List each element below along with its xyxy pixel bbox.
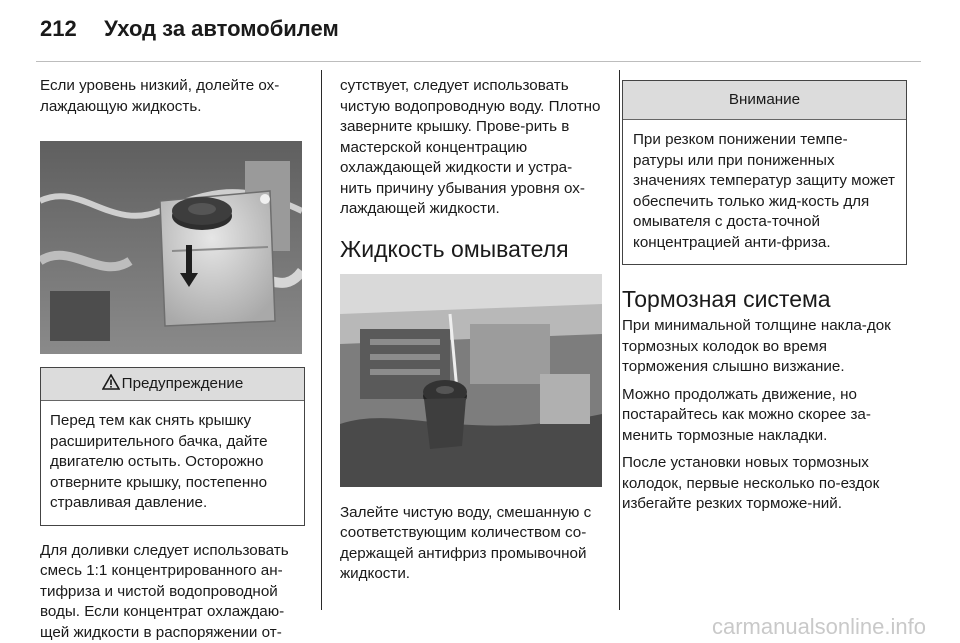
brake-paragraph-3: После установки новых тормозных колодок, первые несколько по-ездок избегайте резких торможе-ний.: [622, 453, 907, 515]
page-header: [40, 16, 339, 42]
coolant-intro-text: Если уровень низкий, долейте ох-лаждающую жидкость.: [40, 76, 305, 117]
watermark: carmanualsonline.info: [712, 614, 926, 640]
warning-title: Предупреждение: [122, 375, 244, 392]
notice-title: Внимание: [623, 81, 906, 120]
page-number: 212: [40, 16, 98, 42]
warning-triangle-icon: [102, 374, 120, 390]
notice-box: [622, 80, 907, 265]
washer-reservoir-photo: [340, 274, 602, 487]
column-divider-1: [321, 70, 322, 610]
coolant-continuation-text: сутствует, следует использовать чистую водопроводную воду. Плотно заверните крышку. Прове-рить в мастерской концентрацию охлаждающей жидкости и устра-нить причину убывания уровня ох-лаждающей жидкости.: [340, 76, 602, 220]
header-divider: [36, 61, 921, 62]
coolant-reservoir-photo: [40, 141, 302, 354]
warning-box: [40, 367, 305, 526]
brake-paragraph-1: При минимальной толщине накла-док тормозных колодок во время торможения слышно визжание.: [622, 316, 907, 378]
brake-system-heading: Тормозная система: [622, 286, 907, 312]
notice-text: При резком понижении темпе-ратуры или при пониженных значениях температур защиту может обеспечить только жид-кость для омывателя с доста-точной концентрацией анти-фриза.: [623, 120, 906, 264]
column-divider-2: [619, 70, 620, 610]
column-2: [340, 76, 602, 585]
antifreeze-mix-text: Для доливки следует использовать смесь 1:1 концентрированного ан-тифриза и чистой водопроводной воды. Если концентрат охлаждаю-щей жидкости в распоряжении от-: [40, 541, 305, 643]
column-3: [622, 76, 907, 515]
page-title: Уход за автомобилем: [104, 16, 339, 41]
brake-paragraph-2: Можно продолжать движение, но постарайтесь как можно скорее за-менить тормозные накладки.: [622, 385, 907, 447]
warning-box-header: [41, 368, 304, 401]
washer-fluid-text: Залейте чистую воду, смешанную с соответствующим количеством со-держащей антифриз промывочной жидкости.: [340, 503, 602, 585]
washer-fluid-heading: Жидкость омывателя: [340, 236, 602, 262]
column-1: [40, 76, 305, 643]
warning-text: Перед тем как снять крышку расширительного бачка, дайте двигателю остыть. Осторожно отверните крышку, постепенно стравливая давление.: [41, 401, 304, 525]
